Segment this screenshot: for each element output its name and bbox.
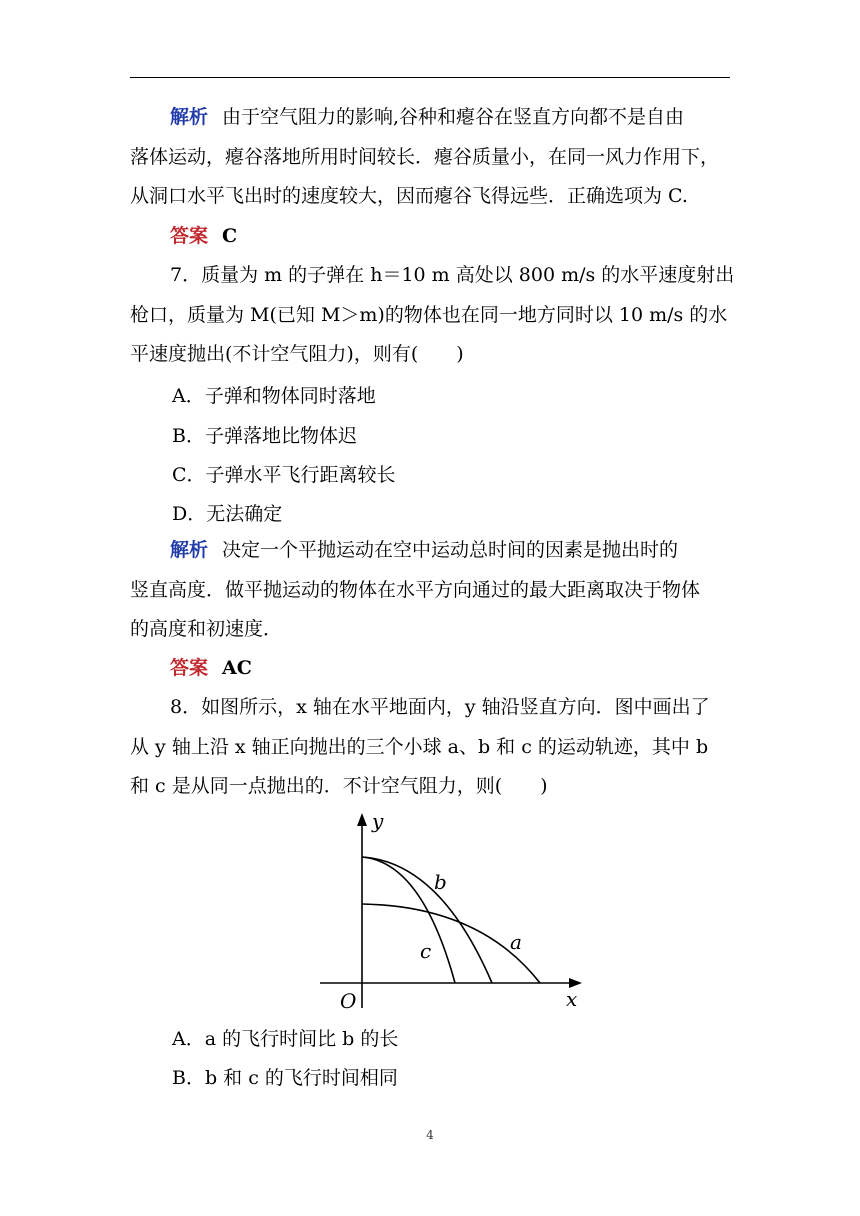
trajectory-figure [300, 806, 590, 1020]
analysis-text-line2: 落体运动，瘪谷落地所用时间较长．瘪谷质量小，在同一风力作用下， [130, 145, 720, 168]
q8-option-b: B．b 和 c 的飞行时间相同 [172, 1067, 398, 1089]
q7-option-b: B．子弹落地比物体迟 [172, 425, 357, 447]
q7-option-d: D．无法确定 [172, 503, 283, 525]
analysis-label: 解析 [170, 539, 209, 561]
q7-option-a: A．子弹和物体同时落地 [172, 385, 376, 407]
answer-q7 [130, 649, 730, 689]
answer-label: 答案 [170, 225, 209, 247]
header-rule [130, 77, 730, 78]
q7-option-c: C．子弹水平飞行距离较长 [172, 464, 396, 486]
label-b: b [434, 870, 447, 894]
label-a: a [510, 930, 522, 954]
analysis-label: 解析 [170, 106, 209, 128]
q7-line1: 7．质量为 m 的子弹在 h＝10 m 高处以 800 m/s 的水平速度射出 [170, 264, 735, 286]
page-number: 4 [426, 1128, 434, 1142]
q8-line3: 和 c 是从同一点抛出的．不计空气阻力，则( ) [130, 775, 548, 797]
answer-label: 答案 [170, 657, 209, 679]
analysis-q6 [130, 98, 730, 217]
q8-line1: 8．如图所示，x 轴在水平地面内，y 轴沿竖直方向．图中画出了 [170, 696, 710, 718]
origin-label: O [340, 989, 357, 1013]
x-axis-label: x [566, 987, 578, 1011]
q8-line2: 从 y 轴上沿 x 轴正向抛出的三个小球 a、b 和 c 的运动轨迹，其中 b [130, 735, 709, 758]
question-7 [130, 256, 735, 375]
answer-q6 [130, 217, 730, 257]
y-axis-label: y [372, 809, 384, 833]
question-8 [130, 688, 730, 807]
q7-line3: 平速度抛出(不计空气阻力)，则有( ) [130, 343, 464, 365]
analysis-text-line1: 由于空气阻力的影响,谷种和瘪谷在竖直方向都不是自由 [222, 106, 685, 128]
analysis-text-line3: 的高度和初速度． [130, 618, 283, 640]
answer-value: AC [222, 657, 252, 679]
q8-option-a: A．a 的飞行时间比 b 的长 [172, 1028, 399, 1050]
label-c: c [420, 939, 432, 963]
analysis-q7 [130, 531, 730, 650]
answer-value: C [222, 225, 238, 247]
analysis-text-line3: 从洞口水平飞出时的速度较大，因而瘪谷飞得远些．正确选项为 C. [130, 185, 688, 207]
analysis-text-line1: 决定一个平抛运动在空中运动总时间的因素是抛出时的 [222, 539, 679, 561]
q7-line2: 枪口，质量为 M(已知 M＞m)的物体也在同一地方同时以 10 m/s 的水 [130, 303, 728, 326]
analysis-text-line2: 竖直高度．做平抛运动的物体在水平方向通过的最大距离取决于物体 [130, 578, 701, 601]
trajectory-b [362, 857, 492, 983]
y-axis-arrow-icon [357, 813, 367, 826]
